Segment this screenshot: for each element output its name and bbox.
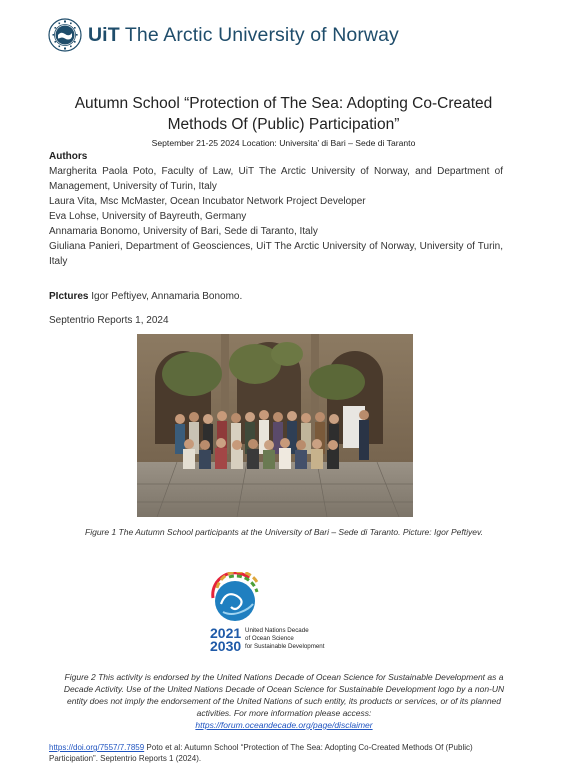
author-entry: Laura Vita, Msc McMaster, Ocean Incubator Network Project Developer [49,196,366,207]
picture-credits [49,291,242,302]
figure-2-caption [60,671,508,731]
uit-logo-text [88,24,399,47]
un-decade-years [210,627,241,653]
authors-list [49,164,503,269]
author-entry: Giuliana Panieri, Department of Geosciences, UiT The Arctic University of Norway, University of Turin, Italy [49,241,503,267]
group-photo [137,334,413,517]
figure-1-caption: Figure 1 The Autumn School participants at the University of Bari – Sede di Taranto. Picture: Igor Peftiyev. [85,527,483,537]
un-decade-text [245,627,324,650]
ocean-decade-wave-icon [213,572,257,621]
un-text-line-3: for Sustainable Development [245,642,325,650]
doi-link[interactable]: https://doi.org/7557/7.7859 [49,743,145,752]
title-line-1: Autumn School “Protection of The Sea: Adopting Co-Created [74,95,493,112]
title-line-2: Methods Of (Public) Participation” [167,116,400,133]
pictures-names: Igor Peftiyev, Annamaria Bonomo. [88,291,243,302]
document-title [30,93,537,135]
report-reference: Septentrio Reports 1, 2024 [49,315,169,326]
group-photo-illustration [137,334,413,517]
uit-logo-rest: The Arctic University of Norway [119,23,399,46]
uit-seal-icon [48,18,82,52]
footer-citation [49,742,509,764]
date-location: September 21-25 2024 Location: Universita’ di Bari – Sede di Taranto [151,138,416,148]
uit-logo [48,18,399,52]
uit-logo-bold: UiT [88,23,120,46]
authors-heading: Authors [49,151,88,162]
un-text-line-1: United Nations Decade [245,627,309,634]
year-start: 2021 [210,625,242,641]
un-text-line-2: of Ocean Science [245,634,294,642]
figure-2-text: Figure 2 This activity is endorsed by the United Nations Decade of Ocean Science for Sustainable Development as a Decade Activity. Use of the United Nations Decade of Ocean Science for Sustainable Development logo by a non-UN entity does not imply the endorsement of the United Nations of such entity, its products or services, or of its planned activities. For more information please access: [63,672,505,718]
year-end: 2030 [210,638,242,654]
author-entry: Annamaria Bonomo, University of Bari, Sede di Taranto, Italy [49,226,318,237]
author-entry: Margherita Paola Poto, Faculty of Law, UiT The Arctic University of Norway, and Department of Management, University of Turin, Italy [49,166,503,192]
citation-text: Poto et al: Autumn School “Protection of The Sea: Adopting Co-Created Methods Of (Public) Participation”. Septentrio Reports 1 (2024). [49,743,473,763]
pictures-label: PIctures [49,291,89,302]
author-entry: Eva Lohse, University of Bayreuth, Germany [49,211,247,222]
disclaimer-link[interactable]: https://forum.oceandecade.org/page/disclaimer [195,720,373,730]
